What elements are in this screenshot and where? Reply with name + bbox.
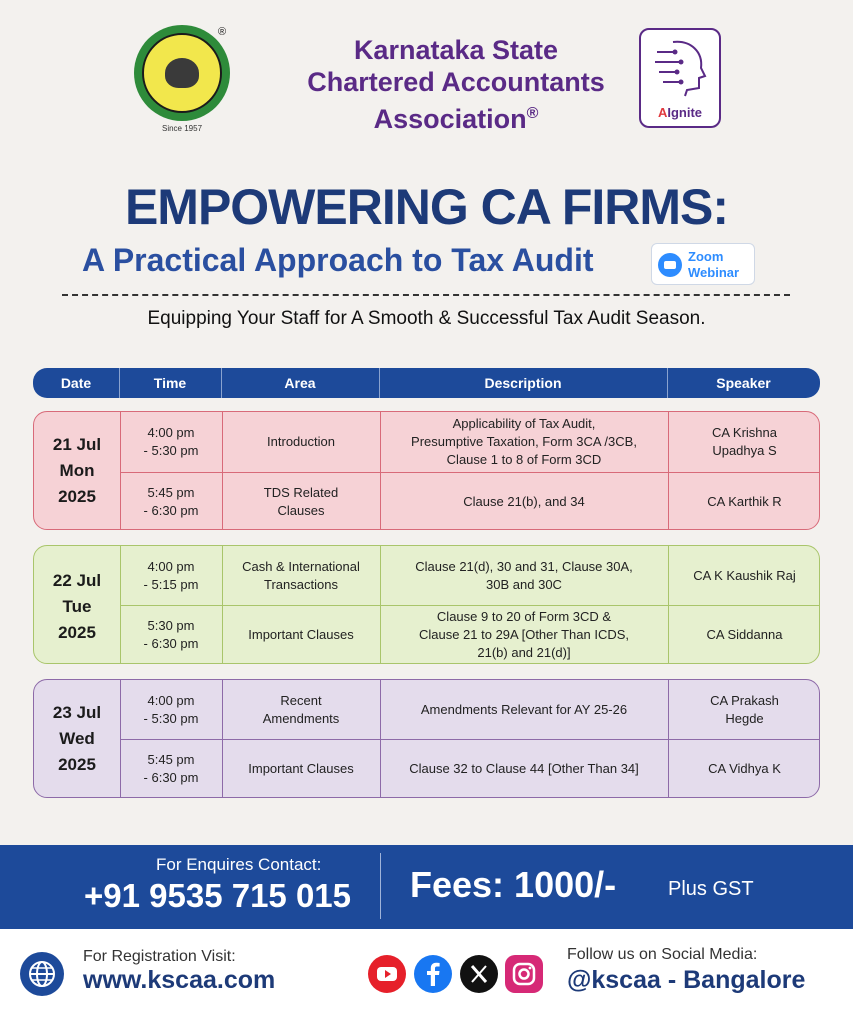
session-speaker: CA Karthik R bbox=[707, 493, 782, 509]
fees-amount: Fees: 1000/- bbox=[410, 864, 617, 905]
fees-suffix: Plus GST bbox=[668, 878, 754, 900]
session-description: Applicability of Tax Audit, Presumptive Taxation, Form 3CA /3CB, Clause 1 to 8 of Form 3CD bbox=[411, 416, 637, 467]
session-speaker: CA K Kaushik Raj bbox=[693, 567, 796, 583]
day-block-22-jul bbox=[33, 545, 820, 664]
session-time: 4:00 pm - 5:30 pm bbox=[143, 425, 199, 458]
zoom-webinar-badge bbox=[651, 243, 755, 285]
session-time: 5:45 pm - 6:30 pm bbox=[143, 484, 199, 518]
main-title: EMPOWERING CA FIRMS: bbox=[124, 179, 729, 235]
session-time: 4:00 pm - 5:30 pm bbox=[143, 692, 199, 726]
kscaa-logo bbox=[134, 25, 230, 121]
session-description: Amendments Relevant for AY 25-26 bbox=[420, 701, 628, 717]
org-name-line2: Chartered Accountants bbox=[307, 67, 605, 97]
header-area: Area bbox=[284, 375, 316, 391]
session-description: Clause 21(b), and 34 bbox=[463, 493, 585, 509]
logo-registered-mark: ® bbox=[218, 26, 227, 38]
session-speaker: CA Vidhya K bbox=[708, 761, 781, 776]
zoom-icon bbox=[658, 253, 682, 277]
day-block-21-jul bbox=[33, 411, 820, 530]
x-twitter-icon[interactable] bbox=[460, 955, 498, 993]
org-name bbox=[256, 34, 656, 135]
org-name-line1: Karnataka State bbox=[353, 35, 559, 65]
session-area: Cash & International Transactions bbox=[242, 558, 360, 592]
session-description: Clause 32 to Clause 44 [Other Than 34] bbox=[409, 761, 639, 776]
divider bbox=[62, 294, 790, 296]
phone-number[interactable]: +91 9535 715 015 bbox=[84, 877, 352, 914]
day-date: 22 Jul Tue 2025 bbox=[52, 571, 102, 642]
sub-title: A Practical Approach to Tax Audit bbox=[82, 242, 594, 278]
session-speaker: CA Krishna Upadhya S bbox=[711, 425, 778, 458]
session-description: Clause 9 to 20 of Form 3CD & Clause 21 to 29A [Other Than ICDS, 21(b) and 21(d)] bbox=[418, 609, 630, 660]
aignite-logo bbox=[639, 28, 721, 128]
globe-icon bbox=[20, 952, 64, 996]
zoom-line1: Zoom bbox=[688, 249, 724, 264]
header-date: Date bbox=[60, 375, 92, 391]
day-block-23-jul bbox=[33, 679, 820, 798]
session-description: Clause 21(d), 30 and 31, Clause 30A, 30B and 30C bbox=[415, 558, 633, 592]
session-area: Recent Amendments bbox=[262, 692, 340, 726]
header-time: Time bbox=[153, 375, 187, 391]
logo-since: Since 1957 bbox=[161, 124, 203, 133]
registration-label: For Registration Visit: bbox=[83, 948, 236, 965]
session-time: 4:00 pm - 5:15 pm bbox=[143, 558, 199, 592]
session-area: Important Clauses bbox=[248, 627, 354, 642]
day-date: 21 Jul Mon 2025 bbox=[52, 435, 102, 506]
session-speaker: CA Siddanna bbox=[706, 627, 783, 642]
schedule-header bbox=[33, 368, 820, 398]
session-time: 5:30 pm - 6:30 pm bbox=[143, 618, 199, 651]
session-area: Important Clauses bbox=[248, 761, 354, 776]
session-area: Introduction bbox=[267, 434, 335, 449]
header-speaker: Speaker bbox=[716, 375, 771, 391]
footer-divider bbox=[380, 853, 381, 919]
tagline: Equipping Your Staff for A Smooth & Successful Tax Audit Season. bbox=[147, 308, 706, 329]
aignite-wordmark: AIgnite bbox=[657, 105, 703, 120]
org-name-line3: Association bbox=[373, 104, 527, 134]
facebook-icon[interactable] bbox=[414, 955, 452, 993]
header-description: Description bbox=[484, 375, 562, 391]
session-area: TDS Related Clauses bbox=[263, 484, 339, 518]
day-date: 23 Jul Wed 2025 bbox=[52, 703, 102, 774]
zoom-line2: Webinar bbox=[688, 265, 740, 280]
youtube-icon[interactable] bbox=[368, 955, 406, 993]
org-registered-mark: ® bbox=[526, 105, 539, 122]
session-speaker: CA Prakash Hegde bbox=[710, 692, 779, 726]
website-link[interactable]: www.kscaa.com bbox=[83, 966, 276, 994]
ai-head-icon bbox=[651, 38, 709, 98]
session-time: 5:45 pm - 6:30 pm bbox=[143, 752, 199, 785]
social-label: Follow us on Social Media: bbox=[567, 946, 758, 963]
social-handle[interactable]: @kscaa - Bangalore bbox=[567, 966, 806, 994]
instagram-icon[interactable] bbox=[505, 955, 543, 993]
enquiry-label: For Enquires Contact: bbox=[156, 855, 322, 874]
